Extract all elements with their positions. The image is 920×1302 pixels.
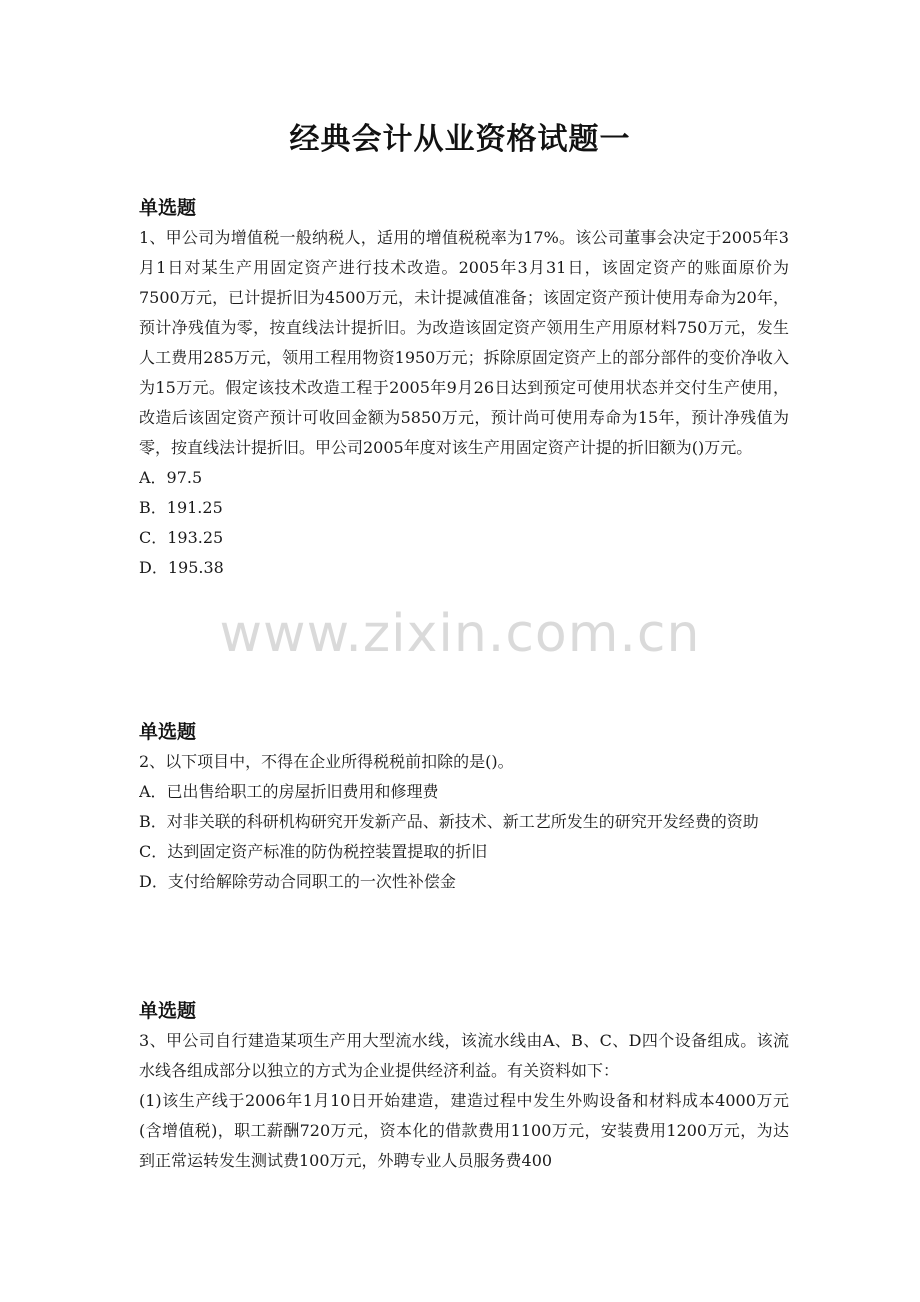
question-text: 1、甲公司为增值税一般纳税人，适用的增值税税率为17%。该公司董事会决定于2005年3月1日对某生产用固定资产进行技术改造。2005年3月31日，该固定资产的账面原价为7500万元，已计提折旧为4500万元，未计提减值准备；该固定资产预计使用寿命为20年，预计净残值为零，按直线法计提折旧。为改造该固定资产领用生产用原材料750万元，发生人工费用285万元，领用工程用物资1950万元；拆除原固定资产上的部分部件的变价净收入为15万元。假定该技术改造工程于2005年9月26日达到预定可使用状态并交付生产使用，改造后该固定资产预计可收回金额为5850万元，预计尚可使用寿命为15年，预计净残值为零，按直线法计提折旧。甲公司2005年度对该生产用固定资产计提的折旧额为()万元。 [139,228,789,457]
option-d: D．支付给解除劳动合同职工的一次性补偿金 [139,872,456,891]
question-text: 3、甲公司自行建造某项生产用大型流水线，该流水线由A、B、C、D四个设备组成。该流水线各组成部分以独立的方式为企业提供经济利益。有关资料如下： [139,1031,789,1080]
watermark: www.zixin.com.cn [219,604,701,664]
option-d: D．195.38 [139,558,224,577]
section-heading: 单选题 [139,721,197,743]
document-title: 经典会计从业资格试题一 [289,122,631,157]
question-subtext: (1)该生产线于2006年1月10日开始建造，建造过程中发生外购设备和材料成本4000万元(含增值税)，职工薪酬720万元，资本化的借款费用1100万元，安装费用1200万元，为达到正常运转发生测试费100万元，外聘专业人员服务费400 [139,1091,789,1170]
question-3 [139,996,789,1176]
option-a: A．已出售给职工的房屋折旧费用和修理费 [139,782,439,801]
option-a: A．97.5 [139,468,203,487]
question-2 [139,717,789,897]
section-heading: 单选题 [139,1000,197,1022]
option-c: C．193.25 [139,528,224,547]
question-1 [139,193,789,583]
option-b: B．对非关联的科研机构研究开发新产品、新技术、新工艺所发生的研究开发经费的资助 [139,812,759,831]
section-heading: 单选题 [139,197,197,219]
question-text: 2、以下项目中，不得在企业所得税税前扣除的是()。 [139,752,514,771]
option-b: B．191.25 [139,498,223,517]
option-c: C．达到固定资产标准的防伪税控装置提取的折旧 [139,842,488,861]
